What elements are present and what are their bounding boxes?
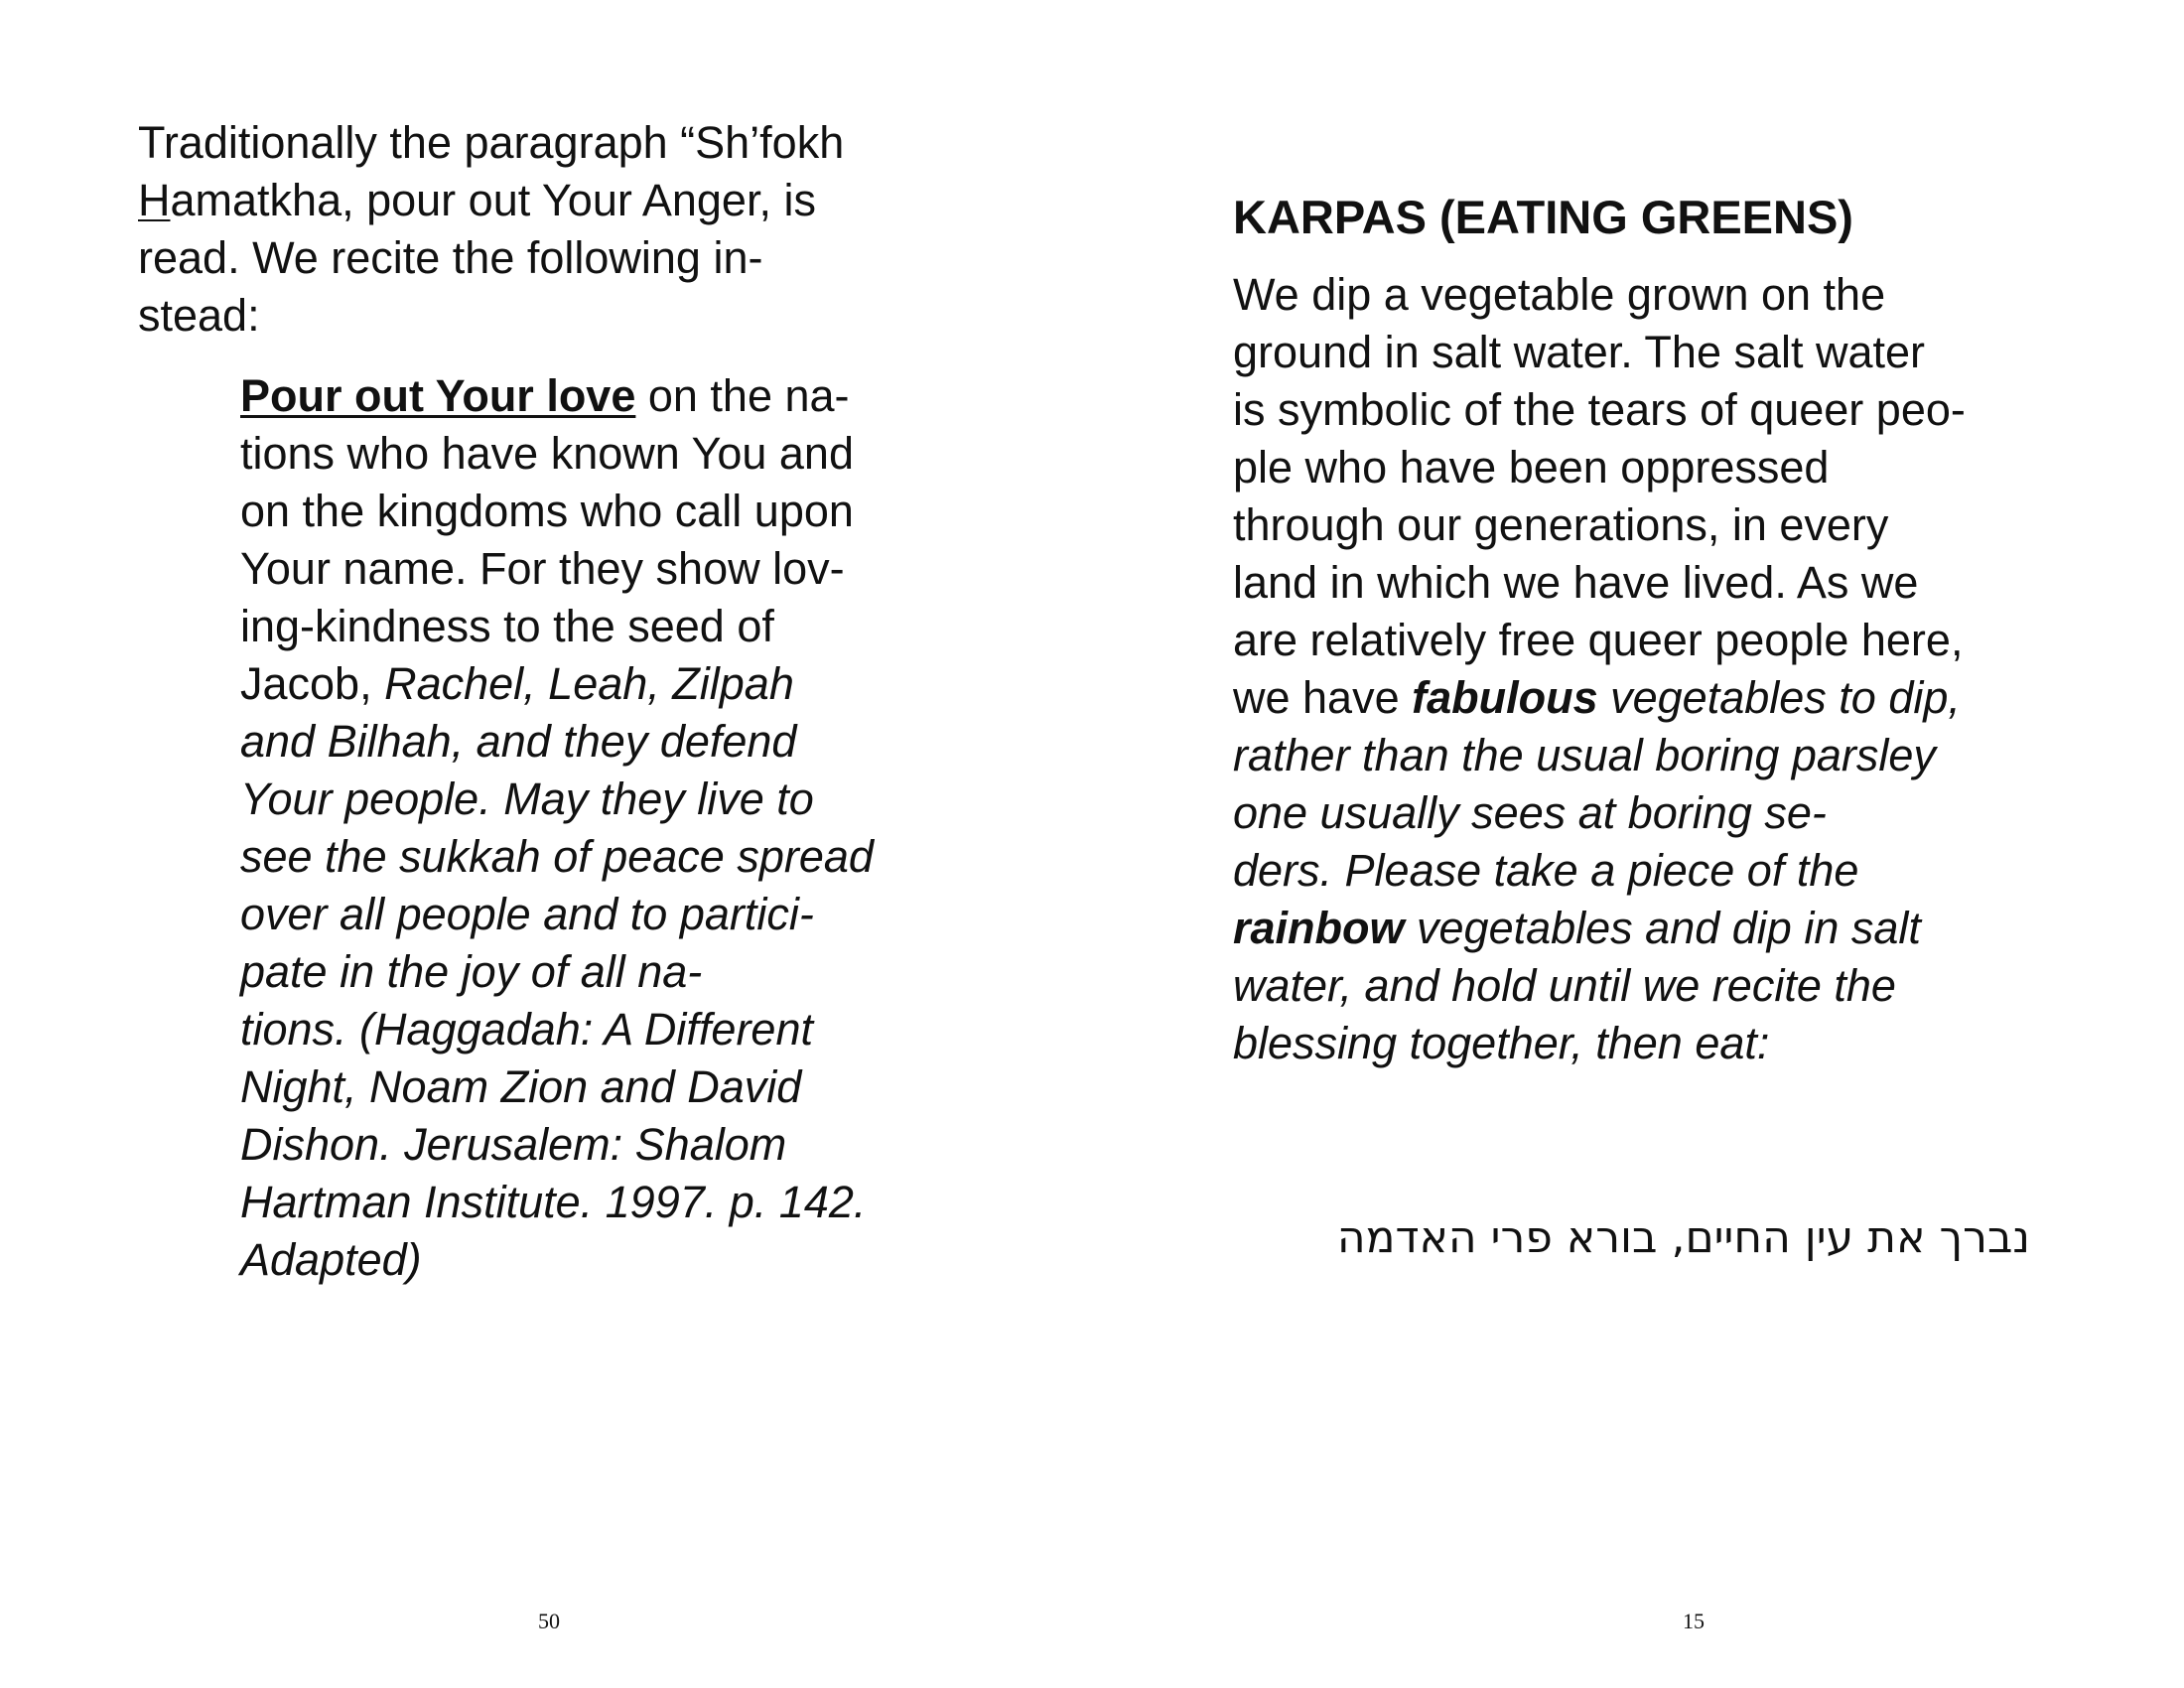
body-line: we have <box>1233 672 1413 723</box>
underlined-letter: H <box>138 175 171 225</box>
body-line-italic: one usually sees at boring se- <box>1233 787 1827 838</box>
quote-line: on the kingdoms who call upon <box>240 486 854 536</box>
body-line: through our generations, in every <box>1233 499 1889 550</box>
hebrew-blessing: נברך את עין החיים, בורא פרי האדמה <box>1336 1212 2030 1263</box>
quote-paragraph <box>240 367 975 1289</box>
intro-paragraph <box>138 114 932 345</box>
page-number-right: 15 <box>1683 1609 1705 1633</box>
body-line: We dip a vegetable grown on the <box>1233 269 1886 320</box>
emphasis-rainbow: rainbow <box>1233 903 1405 953</box>
body-line: ple who have been oppressed <box>1233 442 1830 492</box>
body-line: are relatively free queer people here, <box>1233 615 1964 665</box>
quote-line-italic: pate in the joy of all na- <box>240 946 703 997</box>
intro-line: read. We recite the following in- <box>138 232 763 283</box>
intro-line: Traditionally the paragraph “Sh’fokh <box>138 117 845 168</box>
quote-line-italic: over all people and to partici- <box>240 889 814 939</box>
quote-line: Your name. For they show lov- <box>240 543 845 594</box>
body-line: is symbolic of the tears of queer peo- <box>1233 384 1966 435</box>
quote-line-italic: tions. (Haggadah: A Different <box>240 1004 813 1055</box>
quote-line-italic: Your people. May they live to <box>240 774 814 824</box>
quote-line: tions who have known You and <box>240 428 854 479</box>
intro-line: stead: <box>138 290 260 341</box>
body-line-italic: vegetables to dip, <box>1597 672 1961 723</box>
quote-line-italic: Night, Noam Zion and David <box>240 1061 802 1112</box>
body-line: ground in salt water. The salt water <box>1233 327 1926 377</box>
body-line-italic: vegetables and dip in salt <box>1404 903 1921 953</box>
emphasis-fabulous: fabulous <box>1412 672 1598 723</box>
body-line-italic: rather than the usual boring parsley <box>1233 730 1936 780</box>
body-line-italic: blessing together, then eat: <box>1233 1018 1770 1068</box>
quote-line-italic: Rachel, Leah, Zilpah <box>384 658 794 709</box>
quote-line-italic: Dishon. Jerusalem: Shalom <box>240 1119 787 1170</box>
quote-line: on the na- <box>635 370 850 421</box>
quote-line-italic: and Bilhah, and they defend <box>240 716 797 767</box>
body-line-italic: water, and hold until we recite the <box>1233 960 1896 1011</box>
section-heading: KARPAS (EATING GREENS) <box>1233 191 1853 243</box>
quote-line: Jacob, <box>240 658 385 709</box>
right-page <box>1092 0 2184 1688</box>
quote-line: ing-kindness to the seed of <box>240 601 774 651</box>
body-line: land in which we have lived. As we <box>1233 557 1919 608</box>
intro-line: amatkha, pour out Your Anger, is <box>170 175 816 225</box>
quote-lead: Pour out Your love <box>240 370 636 421</box>
quote-line-italic: Adapted) <box>240 1234 422 1285</box>
quote-line-italic: Hartman Institute. 1997. p. 142. <box>240 1177 867 1227</box>
karpas-paragraph <box>1233 266 2087 1072</box>
page-number-left: 50 <box>538 1609 560 1633</box>
body-line-italic: ders. Please take a piece of the <box>1233 845 1859 896</box>
quote-line-italic: see the sukkah of peace spread <box>240 831 874 882</box>
